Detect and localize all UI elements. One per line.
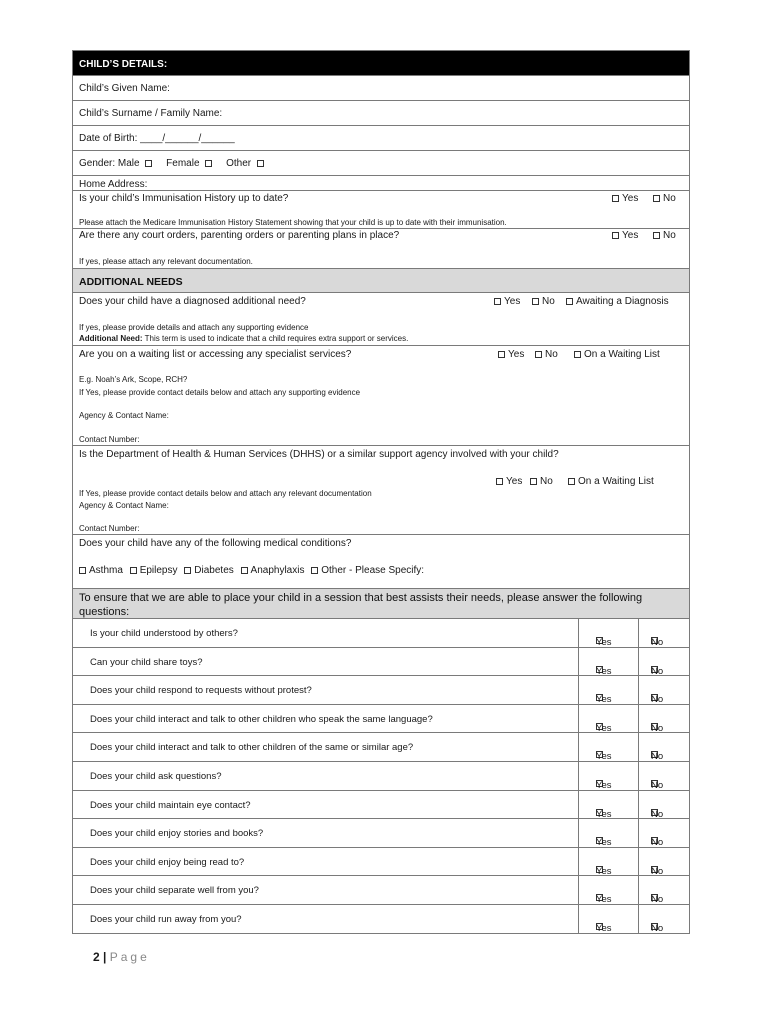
question-yes-cell bbox=[578, 705, 639, 733]
male-checkbox[interactable] bbox=[145, 160, 152, 167]
question-yes-cell bbox=[578, 676, 639, 704]
question-no-label: No bbox=[651, 808, 664, 820]
dhhs-yes-checkbox[interactable] bbox=[496, 478, 503, 485]
questions-table bbox=[73, 619, 689, 934]
specialist-waiting-label: On a Waiting List bbox=[584, 349, 660, 360]
question-no-label: No bbox=[651, 722, 664, 734]
child-details-header: CHILD’S DETAILS: bbox=[73, 51, 689, 76]
medical-conditions-row bbox=[73, 535, 689, 589]
question-yes-label: Yes bbox=[596, 751, 612, 763]
page-word: Page bbox=[109, 950, 150, 964]
question-no-cell bbox=[638, 705, 690, 733]
question-no-label: No bbox=[651, 894, 664, 906]
question-yes-cell bbox=[578, 619, 639, 647]
dhhs-no-checkbox[interactable] bbox=[530, 478, 537, 485]
diagnosed-no-label: No bbox=[542, 296, 555, 307]
additional-need-term: Additional Need: bbox=[79, 334, 143, 343]
question-yes-cell bbox=[578, 905, 639, 933]
dhhs-waiting-checkbox[interactable] bbox=[568, 478, 575, 485]
immunisation-question: Is your child’s Immunisation History up to date? bbox=[79, 193, 289, 204]
specialist-agency-label: Agency & Contact Name: bbox=[79, 411, 169, 420]
question-text: Can your child share toys? bbox=[90, 656, 203, 668]
question-no-cell bbox=[638, 819, 690, 847]
question-yes-label: Yes bbox=[596, 637, 612, 648]
gender-row bbox=[73, 151, 689, 176]
dhhs-row bbox=[73, 446, 689, 535]
question-text: Does your child interact and talk to other children who speak the same language? bbox=[90, 713, 433, 725]
diabetes-label: Diabetes bbox=[194, 565, 234, 576]
diagnosed-yes-checkbox[interactable] bbox=[494, 298, 501, 305]
immunisation-no-checkbox[interactable] bbox=[653, 195, 660, 202]
court-orders-row bbox=[73, 229, 689, 269]
question-no-cell bbox=[638, 762, 690, 790]
specialist-no-label: No bbox=[545, 349, 558, 360]
question-row bbox=[73, 648, 689, 677]
question-row bbox=[73, 705, 689, 734]
awaiting-diagnosis-checkbox[interactable] bbox=[566, 298, 573, 305]
question-no-cell bbox=[638, 876, 690, 904]
court-no-label: No bbox=[663, 230, 676, 241]
dhhs-agency-label: Agency & Contact Name: bbox=[79, 501, 169, 510]
question-row bbox=[73, 848, 689, 877]
page-number: 2 bbox=[93, 950, 100, 964]
immunisation-yes-checkbox[interactable] bbox=[612, 195, 619, 202]
question-row bbox=[73, 819, 689, 848]
question-text: Is your child understood by others? bbox=[90, 628, 238, 639]
question-yes-label: Yes bbox=[596, 894, 612, 906]
question-row bbox=[73, 762, 689, 791]
dhhs-yes-label: Yes bbox=[506, 476, 523, 487]
dhhs-question: Is the Department of Health & Human Services (DHHS) or a similar support agency involved with your child? bbox=[79, 449, 559, 460]
surname-label: Child’s Surname / Family Name: bbox=[79, 108, 223, 119]
dhhs-no-label: No bbox=[540, 476, 553, 487]
immunisation-row bbox=[73, 191, 689, 229]
dhhs-note: If Yes, please provide contact details below and attach any relevant documentation bbox=[79, 489, 372, 498]
question-no-label: No bbox=[651, 865, 664, 877]
court-no-checkbox[interactable] bbox=[653, 232, 660, 239]
question-text: Does your child separate well from you? bbox=[90, 885, 259, 897]
question-yes-cell bbox=[578, 876, 639, 904]
question-yes-cell bbox=[578, 762, 639, 790]
question-text: Does your child enjoy being read to? bbox=[90, 856, 245, 868]
asthma-label: Asthma bbox=[89, 565, 123, 576]
epilepsy-label: Epilepsy bbox=[139, 565, 178, 576]
other-gender-checkbox[interactable] bbox=[257, 160, 264, 167]
question-no-label: No bbox=[651, 779, 664, 791]
specialist-note: If Yes, please provide contact details below and attach any supporting evidence bbox=[79, 388, 361, 397]
specialist-yes-label: Yes bbox=[508, 349, 525, 360]
enrolment-form bbox=[72, 50, 690, 934]
question-text: Does your child run away from you? bbox=[90, 913, 242, 925]
specialist-services-question: Are you on a waiting list or accessing any specialist services? bbox=[79, 349, 352, 360]
court-yes-label: Yes bbox=[622, 230, 639, 241]
gender-label: Gender: Male bbox=[79, 158, 140, 169]
home-address-label: Home Address: bbox=[79, 179, 148, 190]
additional-need-definition: This term is used to indicate that a child requires extra support or services. bbox=[142, 334, 409, 343]
anaphylaxis-label: Anaphylaxis bbox=[250, 565, 305, 576]
specialist-waiting-checkbox[interactable] bbox=[574, 351, 581, 358]
question-yes-cell bbox=[578, 648, 639, 676]
question-no-cell bbox=[638, 733, 690, 761]
home-address-field[interactable] bbox=[73, 176, 689, 191]
question-yes-label: Yes bbox=[596, 865, 612, 877]
question-no-label: No bbox=[651, 922, 664, 934]
diagnosed-need-row bbox=[73, 293, 689, 346]
question-row bbox=[73, 619, 689, 648]
epilepsy-checkbox[interactable] bbox=[130, 567, 137, 574]
diagnosed-need-question: Does your child have a diagnosed additional need? bbox=[79, 296, 306, 307]
diagnosed-no-checkbox[interactable] bbox=[532, 298, 539, 305]
other-condition-checkbox[interactable] bbox=[311, 567, 318, 574]
dhhs-contact-number-label: Contact Number: bbox=[79, 524, 140, 533]
medical-conditions-question: Does your child have any of the following medical conditions? bbox=[79, 538, 352, 549]
question-row bbox=[73, 791, 689, 820]
question-row bbox=[73, 676, 689, 705]
questions-intro-header: To ensure that we are able to place your child in a session that best assists their needs, please answer the following questions: bbox=[73, 589, 689, 619]
question-yes-label: Yes bbox=[596, 694, 612, 706]
question-yes-cell bbox=[578, 733, 639, 761]
question-yes-cell bbox=[578, 819, 639, 847]
question-text: Does your child interact and talk to other children of the same or similar age? bbox=[90, 742, 414, 754]
page-footer bbox=[93, 950, 150, 964]
question-text: Does your child respond to requests without protest? bbox=[90, 685, 312, 697]
question-no-cell bbox=[638, 648, 690, 676]
specialist-yes-checkbox[interactable] bbox=[498, 351, 505, 358]
court-yes-checkbox[interactable] bbox=[612, 232, 619, 239]
anaphylaxis-checkbox[interactable] bbox=[241, 567, 248, 574]
question-no-cell bbox=[638, 791, 690, 819]
additional-needs-header: ADDITIONAL NEEDS bbox=[73, 269, 689, 293]
other-condition-label: Other - Please Specify: bbox=[321, 565, 425, 576]
question-no-label: No bbox=[651, 694, 664, 706]
other-gender-label: Other bbox=[226, 158, 252, 169]
question-no-label: No bbox=[651, 665, 664, 677]
court-orders-note: If yes, please attach any relevant documentation. bbox=[79, 257, 253, 266]
question-text: Does your child enjoy stories and books? bbox=[90, 828, 264, 840]
question-yes-label: Yes bbox=[596, 808, 612, 820]
specialist-services-row bbox=[73, 346, 689, 446]
given-name-field[interactable] bbox=[73, 76, 689, 101]
dob-label: Date of Birth: ____/______/______ bbox=[79, 133, 235, 144]
page-separator: | bbox=[103, 950, 107, 964]
question-no-cell bbox=[638, 848, 690, 876]
question-yes-cell bbox=[578, 848, 639, 876]
diabetes-checkbox[interactable] bbox=[184, 567, 191, 574]
question-row bbox=[73, 905, 689, 934]
awaiting-diagnosis-label: Awaiting a Diagnosis bbox=[576, 296, 669, 307]
question-no-label: No bbox=[651, 637, 664, 648]
question-yes-label: Yes bbox=[596, 779, 612, 791]
question-no-cell bbox=[638, 676, 690, 704]
specialist-no-checkbox[interactable] bbox=[535, 351, 542, 358]
question-row bbox=[73, 733, 689, 762]
dhhs-waiting-label: On a Waiting List bbox=[578, 476, 654, 487]
surname-field[interactable] bbox=[73, 101, 689, 126]
question-text: Does your child ask questions? bbox=[90, 770, 222, 782]
given-name-label: Child’s Given Name: bbox=[79, 83, 170, 94]
question-no-label: No bbox=[651, 751, 664, 763]
question-yes-label: Yes bbox=[596, 722, 612, 734]
asthma-checkbox[interactable] bbox=[79, 567, 86, 574]
immunisation-no-label: No bbox=[663, 193, 676, 204]
immunisation-note: Please attach the Medicare Immunisation History Statement showing that your child is up to date with their immunisation. bbox=[79, 218, 507, 227]
question-no-cell bbox=[638, 905, 690, 933]
specialist-example: E.g. Noah’s Ark, Scope, RCH? bbox=[79, 375, 188, 384]
diagnosed-yes-label: Yes bbox=[504, 296, 521, 307]
dob-field[interactable] bbox=[73, 126, 689, 151]
specialist-contact-number-label: Contact Number: bbox=[79, 435, 140, 444]
question-yes-cell bbox=[578, 791, 639, 819]
immunisation-yes-label: Yes bbox=[622, 193, 639, 204]
question-no-cell bbox=[638, 619, 690, 647]
question-yes-label: Yes bbox=[596, 837, 612, 849]
question-yes-label: Yes bbox=[596, 922, 612, 934]
female-label: Female bbox=[166, 158, 200, 169]
question-no-label: No bbox=[651, 837, 664, 849]
question-row bbox=[73, 876, 689, 905]
court-orders-question: Are there any court orders, parenting orders or parenting plans in place? bbox=[79, 230, 400, 241]
diagnosed-need-note: If yes, please provide details and attach any supporting evidence bbox=[79, 323, 309, 332]
female-checkbox[interactable] bbox=[205, 160, 212, 167]
question-yes-label: Yes bbox=[596, 665, 612, 677]
question-text: Does your child maintain eye contact? bbox=[90, 799, 251, 811]
